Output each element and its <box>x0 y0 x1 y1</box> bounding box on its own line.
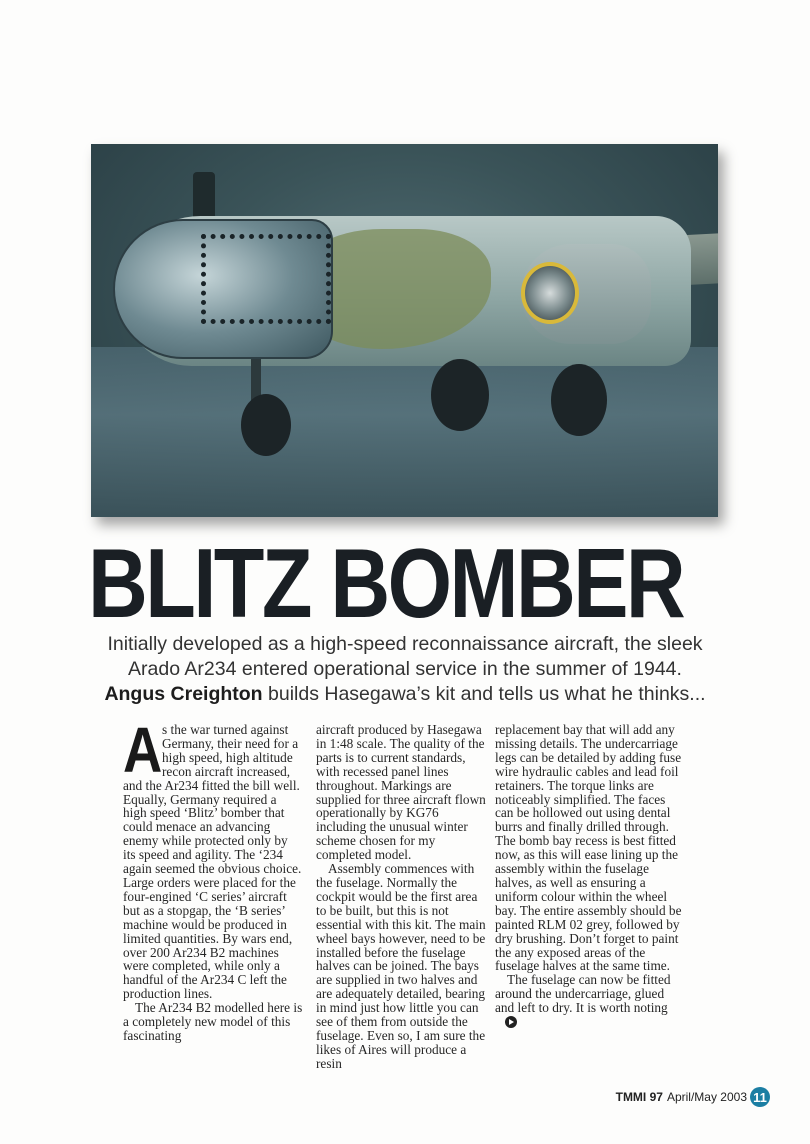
paragraph-last <box>495 973 685 1029</box>
standfirst <box>100 632 710 707</box>
body-column-3 <box>495 723 685 1029</box>
issue-date: April/May 2003 <box>666 1090 747 1104</box>
hero-photo <box>91 144 718 517</box>
paragraph: s the war turned against Germany, their need for a high speed, high altitude recon aircraft increased, and the Ar234 fitted the bill well. Equally, Germany required a high speed ‘Blitz’ bomber that could menace an advancing enemy while protected only by its speed and agility. The ‘234 again seemed the obvious choice. Large orders were placed for the four-engined ‘C series’ aircraft but as a stopgap, the ‘B series’ machine would be produced in limited quantities. By wars end, over 200 Ar234 B2 machines were completed, while only a handful of the Ar234 C left the production lines. <box>123 722 302 1002</box>
standfirst-line-2: Arado Ar234 entered operational service in the summer of 1944. <box>128 658 682 680</box>
standfirst-line-3 <box>100 682 710 707</box>
main-wheel-right <box>551 364 607 436</box>
article-title: BLITZ BOMBER <box>88 528 684 638</box>
paragraph-text: The fuselage can now be fitted around the undercarriage, glued and left to dry. It is worth noting <box>495 972 671 1016</box>
paragraph: Assembly commences with the fuselage. Normally the cockpit would be the first area to be built, but this is not essential with this kit. The main wheel bays however, need to be installed before the fuselage halves can be joined. The bays are supplied in two halves and are adequately detailed, bearing in mind just how little you can see of them from outside the fuselage. Even so, I am sure the likes of Aires will produce a resin <box>316 861 486 1071</box>
standfirst-line-1: Initially developed as a high-speed reconnaissance aircraft, the sleek <box>107 633 703 655</box>
author-name: Angus Creighton <box>104 683 263 705</box>
standfirst-line-3-text: builds Hasegawa’s kit and tells us what he thinks... <box>262 683 706 705</box>
photo-floor <box>91 347 718 517</box>
magazine-issue: TMMI 97 <box>615 1090 663 1104</box>
nose-wheel <box>241 394 291 456</box>
drop-cap: A <box>123 714 163 786</box>
aerial-mast <box>193 172 215 220</box>
nose-frame <box>201 234 331 324</box>
body-column-1 <box>123 714 303 1043</box>
page-number-badge: 11 <box>750 1087 770 1107</box>
body-column-2 <box>316 723 486 1071</box>
paragraph: replacement bay that will add any missing details. The undercarriage legs can be detailed by adding fuse wire hydraulic cables and lead foil retainers. The torque links are noticeably simplified. The faces can be hollowed out using dental burrs and finally drilled through. The bomb bay recess is best fitted now, as this will ease lining up the assembly within the fuselage halves, as well as ensuring a uniform colour within the wheel bay. The entire assembly should be painted RLM 02 grey, followed by dry brushing. Don’t forget to paint the any exposed areas of the fuselage halves at the same time. <box>495 722 682 974</box>
main-wheel-left <box>431 359 489 431</box>
engine-intake <box>521 262 579 324</box>
paragraph: aircraft produced by Hasegawa in 1:48 scale. The quality of the parts is to current standards, with recessed panel lines throughout. Markings are supplied for three aircraft flown operationally by KG76 including the unusual winter scheme chosen for my completed model. <box>316 722 486 863</box>
continue-arrow-icon <box>505 1016 517 1028</box>
page-footer <box>590 1087 770 1107</box>
paragraph: The Ar234 B2 modelled here is a completely new model of this fascinating <box>123 1000 303 1043</box>
